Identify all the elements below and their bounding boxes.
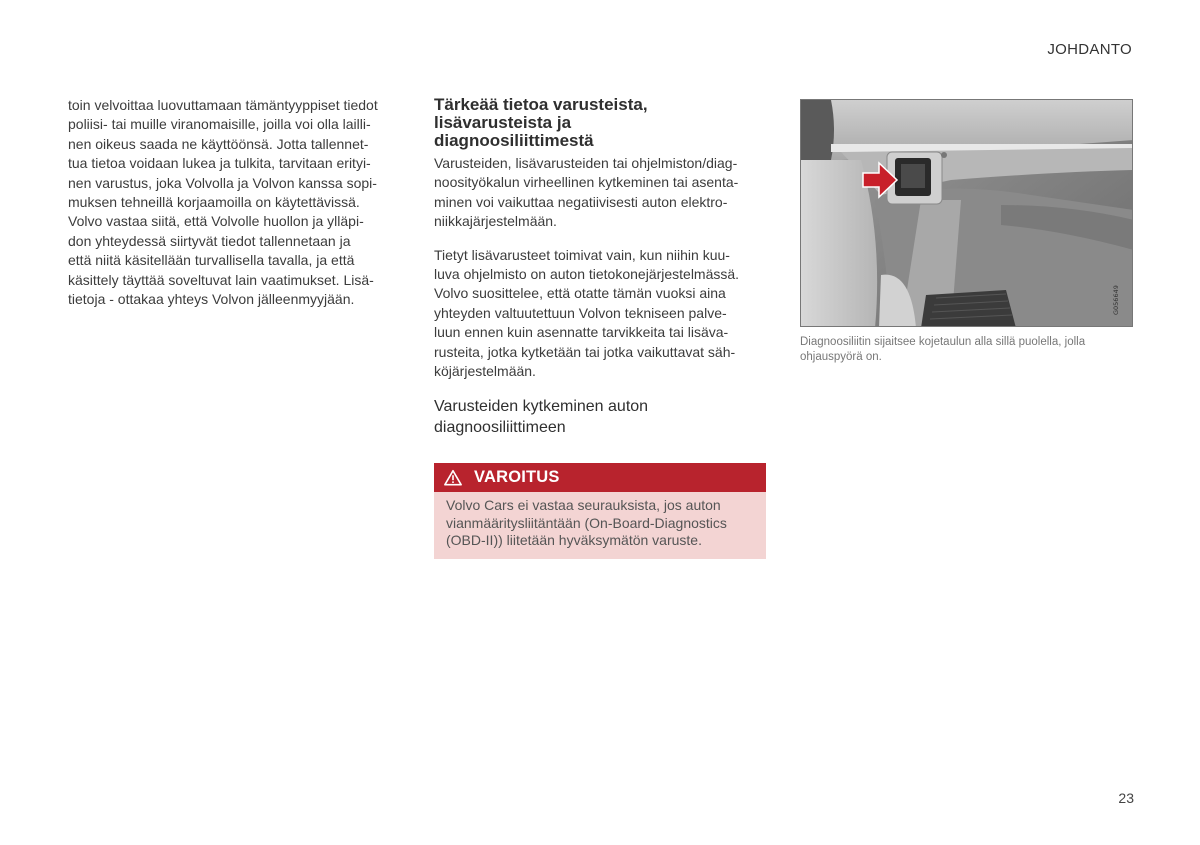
section-heading: Tärkeää tietoa varusteista, lisävarusteista ja diagnoosiliittimestä bbox=[434, 95, 648, 150]
page-number: 23 bbox=[1118, 790, 1134, 806]
warning-header bbox=[434, 463, 766, 492]
section-header: JOHDANTO bbox=[1047, 41, 1132, 58]
paragraph-1: Varusteiden, lisävarusteiden tai ohjelmiston/diag- noosityökalun virheellinen kytkeminen tai asenta- minen voi vaikuttaa negatiivisesti auton elektro- niikkajärjestelmään. bbox=[434, 155, 739, 230]
warning-title: VAROITUS bbox=[474, 468, 560, 487]
subheading: Varusteiden kytkeminen auton diagnoosiliittimeen bbox=[434, 398, 649, 437]
warning-triangle-icon bbox=[444, 469, 462, 486]
body-column-2 bbox=[434, 96, 767, 559]
figure-caption: Diagnoosiliitin sijaitsee kojetaulun alla sillä puolella, jolla ohjauspyörä on. bbox=[800, 336, 1086, 363]
warning-box bbox=[434, 463, 766, 559]
figure-code: G056649 bbox=[1112, 285, 1120, 315]
diagnostic-connector-photo bbox=[800, 99, 1133, 327]
warning-text: Volvo Cars ei vastaa seurauksista, jos auton vianmääritysliitäntään (On-Board-Diagnostics (OBD-II)) liitetään hyväksymätön varuste. bbox=[434, 492, 766, 559]
body-text-column-1: toin velvoittaa luovuttamaan tämäntyyppiset tiedot poliisi- tai muille viranomaisille, joilla voi olla lailli- nen oikeus saada ne käyttöönsä. Jotta tallennet- tua tietoa voidaan lukea ja tulkita, tarvitaan erityi- nen varustus, joka Volvolla ja Volvon kanssa sopi- muksen tehneillä korjaamoilla on käytettävissä. Volvo vastaa siitä, että Volvolle huollon ja ylläpi- don yhteydessä siirtyvät tiedot tallennetaan ja että niitä käsitellään turvallisella tavalla, ja että käsittely täyttää soveltuvat lain vaatimukset. Lisä- tietoja - ottakaa yhteys Volvon jälleenmyyjään. bbox=[68, 97, 378, 308]
paragraph-2: Tietyt lisävarusteet toimivat vain, kun niihin kuu- luva ohjelmisto on auton tietokonejärjestelmässä. Volvo suosittelee, että otatte tämän vuoksi aina yhteyden valtuutettuun Volvon tekniseen palve- luun ennen kuin asennatte tarvikkeita tai lisäva- rusteita, jotka kytketään tai jotka vaikuttavat säh- köjärjestelmään. bbox=[434, 246, 740, 380]
